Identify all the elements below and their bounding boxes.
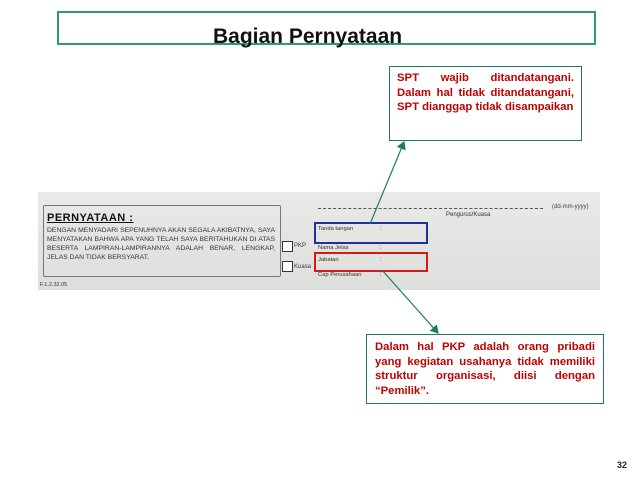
position-field-colon: : <box>380 257 382 263</box>
form-statement: DENGAN MENYADARI SEPENUHNYA AKAN SEGALA AKIBATNYA, SAYA MENYATAKAN BAHWA APA YANG TELAH SAYA BERITAHUKAN DI ATAS BESERTA LAMPIRAN-LAMPIRANNYA ADALAH BENAR, LENGKAP, JELAS DAN TIDAK BERSYARAT. <box>47 227 275 261</box>
slide-title: Bagian Pernyataan <box>213 25 403 48</box>
signature-field-colon: : <box>380 226 382 232</box>
pkp-label: PKP <box>294 243 307 249</box>
form-heading: PERNYATAAN : <box>47 212 134 224</box>
stamp-field-label: Cap Perusahaan <box>318 272 362 278</box>
date-format-hint: (dd-mm-yyyy) <box>552 204 589 210</box>
name-field-label: Nama Jelas <box>318 245 349 251</box>
callout-pemilik-note: Dalam hal PKP adalah orang pribadi yang kegiatan usahanya tidak memiliki struktur organisasi, diisi dengan “Pemilik”. <box>366 334 604 404</box>
name-field-colon: : <box>380 245 382 251</box>
signer-role-label: Pengurus/Kuasa <box>446 212 491 218</box>
callout-signature-required: SPT wajib ditandatangani. Dalam hal tidak ditandatangani, SPT dianggap tidak disampaikan <box>389 66 582 141</box>
stamp-field-colon: : <box>380 272 382 278</box>
signature-field-label: Tanda tangan <box>318 226 354 232</box>
kuasa-label: Kuasa <box>294 264 312 270</box>
position-field-label: Jabatan <box>318 257 339 263</box>
arrow-to-bottom-callout <box>382 270 438 333</box>
form-code: F.1.2.32.05 <box>40 282 68 288</box>
arrow-to-top-callout <box>370 142 404 224</box>
page-number: 32 <box>616 460 627 470</box>
